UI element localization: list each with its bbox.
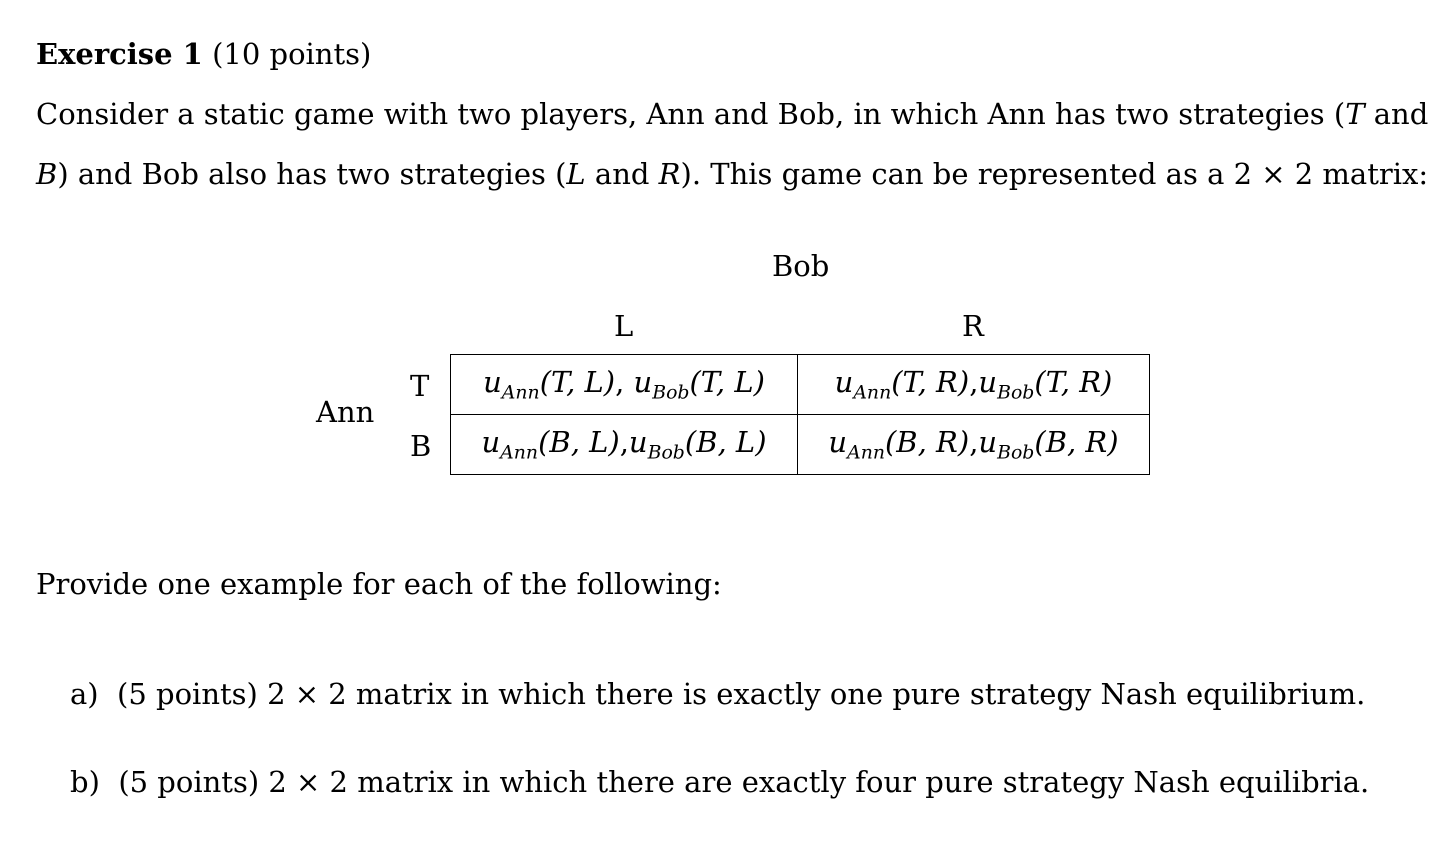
intro-text: and	[1364, 97, 1429, 131]
matrix-row-T	[451, 355, 1150, 415]
payoff-matrix	[450, 354, 1150, 475]
intro-text: Consider a static game with two players, Ann and Bob, in which Ann has two strategies (	[36, 97, 1346, 131]
exercise-heading	[36, 36, 371, 72]
strategy-B: B	[36, 157, 58, 191]
row-header-B: B	[410, 429, 432, 463]
intro-line-2	[36, 156, 1428, 192]
column-header-R: R	[962, 309, 984, 343]
list-label: a)	[70, 677, 99, 711]
column-header-L: L	[614, 309, 634, 343]
list-text: (5 points) 2 × 2 matrix in which there is exactly one pure strategy Nash equilibrium.	[117, 677, 1366, 711]
intro-line-1	[36, 96, 1429, 132]
exercise-points: (10 points)	[212, 37, 372, 71]
strategy-T: T	[1345, 97, 1365, 131]
list-item-b	[70, 764, 1369, 800]
strategy-L: L	[566, 157, 586, 191]
cell-T-R: $u_{Ann}(T$, $R),u_{Bob}(T$, R)	[798, 355, 1150, 415]
strategy-R: R	[658, 157, 681, 191]
cell-B-L: $u_{Ann}(B$, $L),u_{Bob}(B$, L)	[451, 415, 798, 475]
prompt-text: Provide one example for each of the following:	[36, 567, 722, 601]
cell-B-R: $u_{Ann}(B$, $R),u_{Bob}(B$, R)	[798, 415, 1150, 475]
intro-text: and	[585, 157, 659, 191]
cell-T-L: $u_{Ann}(T$, L), $u_{Bob}(T$, L)	[451, 355, 798, 415]
list-text: (5 points) 2 × 2 matrix in which there are exactly four pure strategy Nash equilibria.	[118, 765, 1370, 799]
list-item-a	[70, 676, 1365, 712]
row-player-label: Ann	[316, 395, 375, 429]
matrix-row-B	[451, 415, 1150, 475]
list-label: b)	[70, 765, 100, 799]
exercise-title: Exercise 1	[36, 37, 203, 71]
intro-text: ) and Bob also has two strategies (	[57, 157, 567, 191]
intro-text: ). This game can be represented as a 2 × 2 matrix:	[680, 157, 1429, 191]
column-player-label: Bob	[772, 249, 830, 283]
row-header-T: T	[410, 369, 430, 403]
